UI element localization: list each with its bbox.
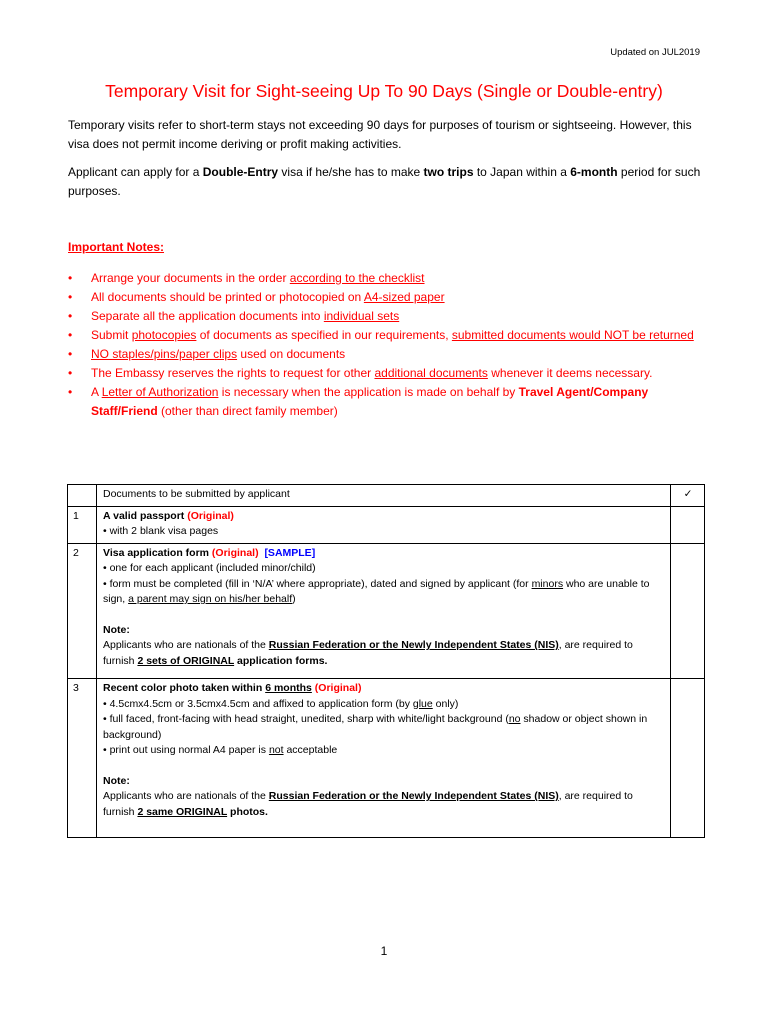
- check-cell: [671, 506, 705, 543]
- important-notes-heading: Important Notes:: [68, 240, 164, 254]
- row-number: 3: [68, 679, 97, 838]
- important-notes-list: [68, 269, 708, 421]
- list-item: • Arrange your documents in the order according to the checklist: [68, 271, 425, 285]
- list-item: • A Letter of Authorization is necessary when the application is made on behalf by Travel Agent/Company Staff/Friend (other than direct family member): [68, 385, 649, 418]
- row-number: 1: [68, 506, 97, 543]
- check-cell: [671, 543, 705, 679]
- list-item: • Submit photocopies of documents as specified in our requirements, submitted documents would NOT be returned: [68, 328, 694, 342]
- row-content: A valid passport (Original) • with 2 blank visa pages: [97, 506, 671, 543]
- list-item: • All documents should be printed or photocopied on A4-sized paper: [68, 290, 445, 304]
- list-item: • The Embassy reserves the rights to request for other additional documents whenever it deems necessary.: [68, 366, 653, 380]
- table-row: [68, 543, 705, 679]
- page-number: 1: [380, 944, 388, 958]
- intro-paragraph-1: Temporary visits refer to short-term stays not exceeding 90 days for purposes of tourism or sightseeing. However, this visa does not permit income deriving or profit making activities.: [68, 118, 692, 151]
- list-item: • Separate all the application documents into individual sets: [68, 309, 400, 323]
- table-header-label: Documents to be submitted by applicant: [97, 485, 671, 507]
- row-content: Visa application form (Original) [SAMPLE] • one for each applicant (included minor/child) • form must be completed (fill in ‘N/A’ where appropriate), dated and signed by applicant (for minors who are unable to sign, a parent may sign on his/her behalf) Note: Applicants who are nationals of the Russian Federation or the Newly Independent States (NIS), are required to furnish 2 sets of ORIGINAL application forms.: [97, 543, 671, 679]
- table-header-row: [68, 485, 705, 507]
- list-item: • NO staples/pins/paper clips used on documents: [68, 347, 346, 361]
- page-title: Temporary Visit for Sight-seeing Up To 90 Days (Single or Double-entry): [105, 81, 663, 101]
- row-number: 2: [68, 543, 97, 679]
- updated-date: Updated on JUL2019: [610, 47, 700, 58]
- sample-link[interactable]: [SAMPLE]: [264, 546, 316, 559]
- table-cell: [68, 485, 97, 507]
- table-row: [68, 679, 705, 838]
- requirements-table: [67, 484, 705, 838]
- row-content: Recent color photo taken within 6 months (Original) • 4.5cmx4.5cm or 3.5cmx4.5cm and affixed to application form (by glue only) • full faced, front-facing with head straight, unedited, sharp with white/light background (no shadow or object shown in background) • print out using normal A4 paper is not acceptable Note: Applicants who are nationals of the Russian Federation or the Newly Independent States (NIS), are required to furnish 2 same ORIGINAL photos.: [97, 679, 671, 838]
- table-row: [68, 506, 705, 543]
- checkmark-icon: ✓: [671, 485, 705, 507]
- intro-paragraph-2: Applicant can apply for a Double-Entry visa if he/she has to make two trips to Japan within a 6-month period for such purposes.: [68, 165, 701, 198]
- check-cell: [671, 679, 705, 838]
